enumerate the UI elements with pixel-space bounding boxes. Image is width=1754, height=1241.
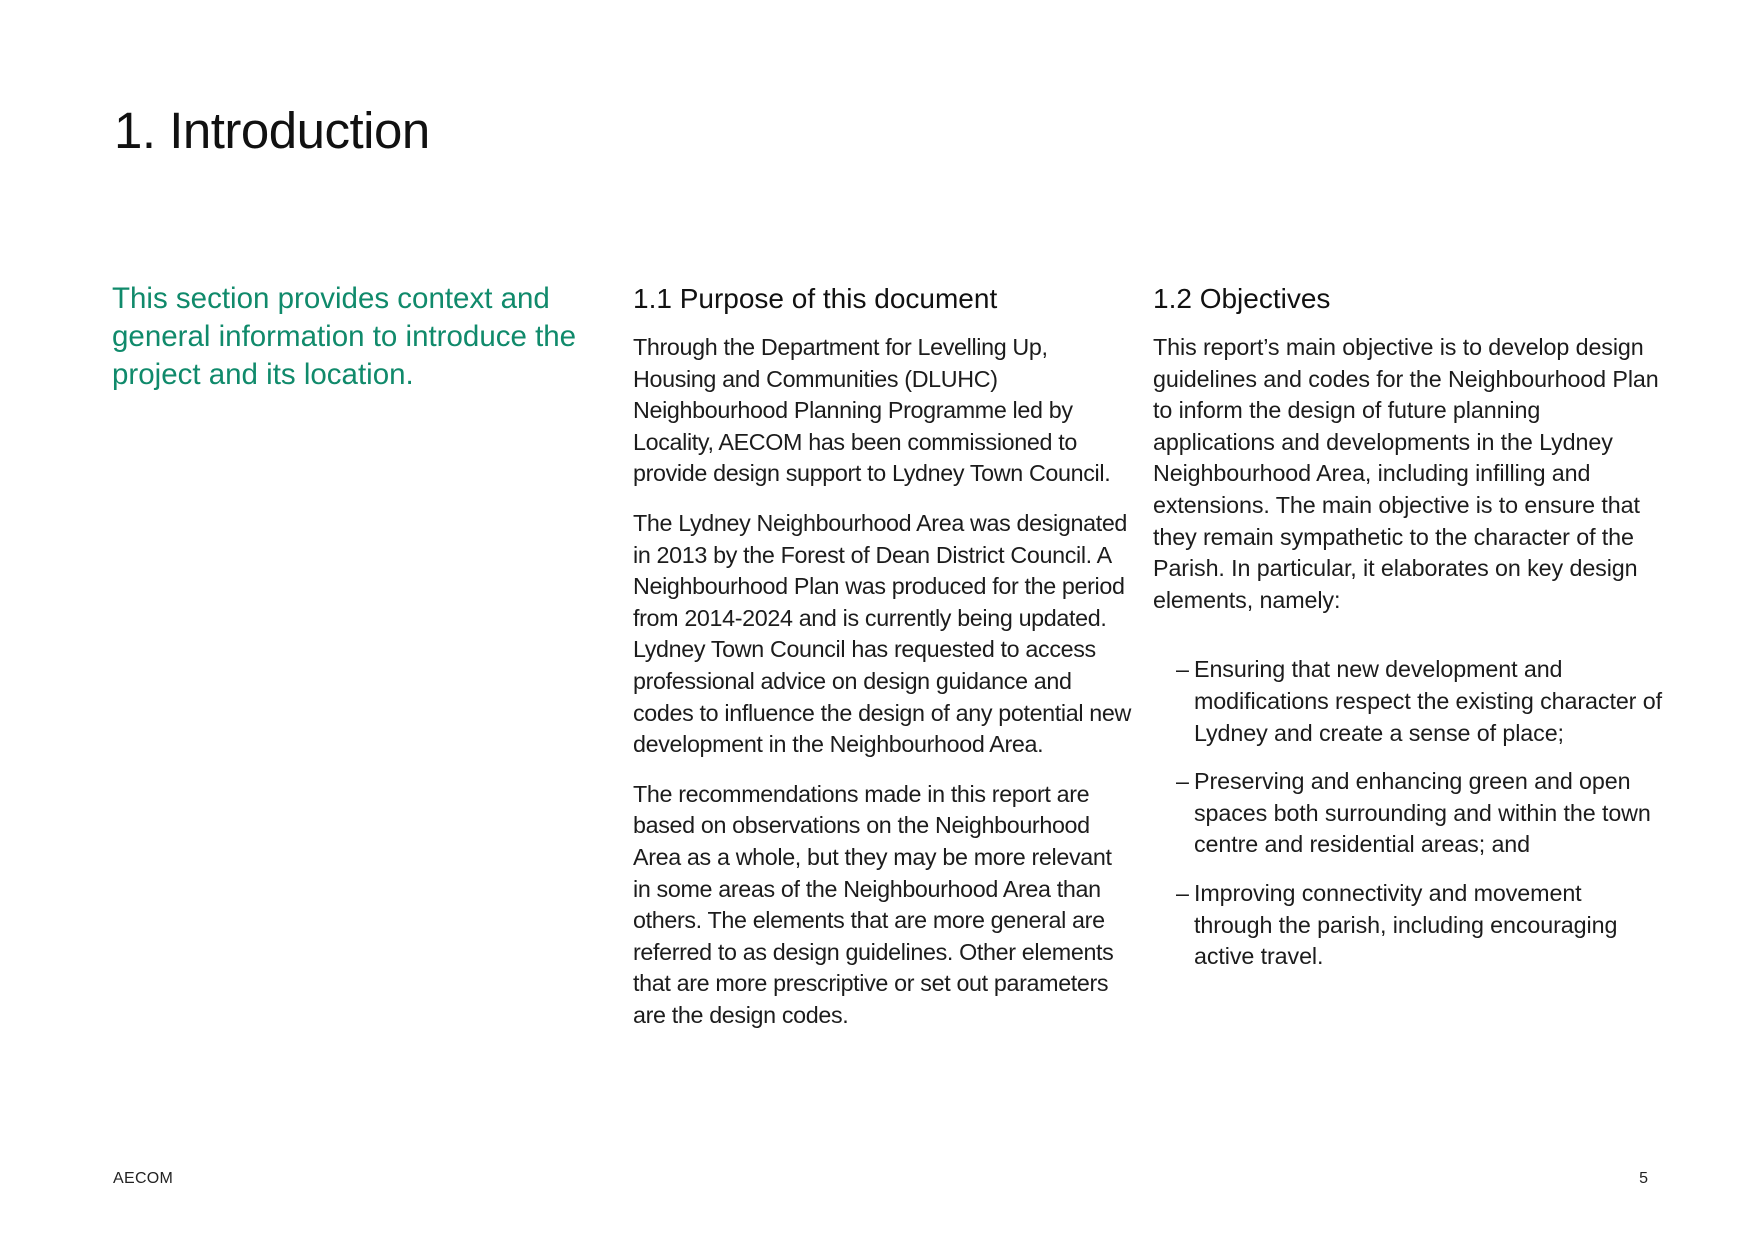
objectives-intro: This report’s main objective is to develop design guidelines and codes for the Neighbourhood Plan to inform the design of future planning applications and developments in the Lydney Neighbourhood Area, including infilling and extensions. The main objective is to ensure that they remain sympathetic to the character of the Parish. In particular, it elaborates on key design elements, namely:: [1153, 334, 1659, 613]
purpose-paragraph-2: The Lydney Neighbourhood Area was designated in 2013 by the Forest of Dean District Council. A Neighbourhood Plan was produced for the period from 2014-2024 and is currently being updated. Lydney Town Council has requested to access professional advice on design guidance and codes to influence the design of any potential new development in the Neighbourhood Area.: [633, 509, 1131, 758]
section-intro-lead: This section provides context and general information to introduce the project and its location.: [112, 282, 577, 391]
dash-bullet-icon: –: [1176, 879, 1189, 906]
footer-brand: AECOM: [113, 1170, 174, 1187]
purpose-heading: 1.1 Purpose of this document: [633, 283, 998, 314]
dash-bullet-icon: –: [1176, 656, 1189, 683]
objectives-list: [1153, 654, 1663, 972]
list-item: [1153, 654, 1663, 749]
dash-bullet-icon: –: [1176, 768, 1189, 795]
objectives-heading: 1.2 Objectives: [1153, 283, 1331, 314]
list-item: [1153, 878, 1663, 973]
page-number: 5: [1639, 1170, 1648, 1187]
purpose-section: [633, 280, 1133, 1049]
list-item-text: Preserving and enhancing green and open spaces both surrounding and within the town centre and residential areas; and: [1194, 768, 1651, 858]
objectives-section: [1153, 280, 1663, 990]
list-item-text: Improving connectivity and movement through the parish, including encouraging active travel.: [1194, 879, 1618, 970]
purpose-paragraph-1: Through the Department for Levelling Up, Housing and Communities (DLUHC) Neighbourhood Planning Programme led by Locality, AECOM has been commissioned to provide design support to Lydney Town Council.: [633, 334, 1111, 487]
purpose-paragraph-3: The recommendations made in this report are based on observations on the Neighbourhood Area as a whole, but they may be more relevant in some areas of the Neighbourhood Area than others. The elements that are more general are referred to as design guidelines. Other elements that are more prescriptive or set out parameters are the design codes.: [633, 780, 1114, 1028]
list-item-text: Ensuring that new development and modifications respect the existing character of Lydney and create a sense of place;: [1194, 656, 1662, 746]
list-item: [1153, 766, 1663, 861]
page-title: 1. Introduction: [114, 102, 430, 159]
